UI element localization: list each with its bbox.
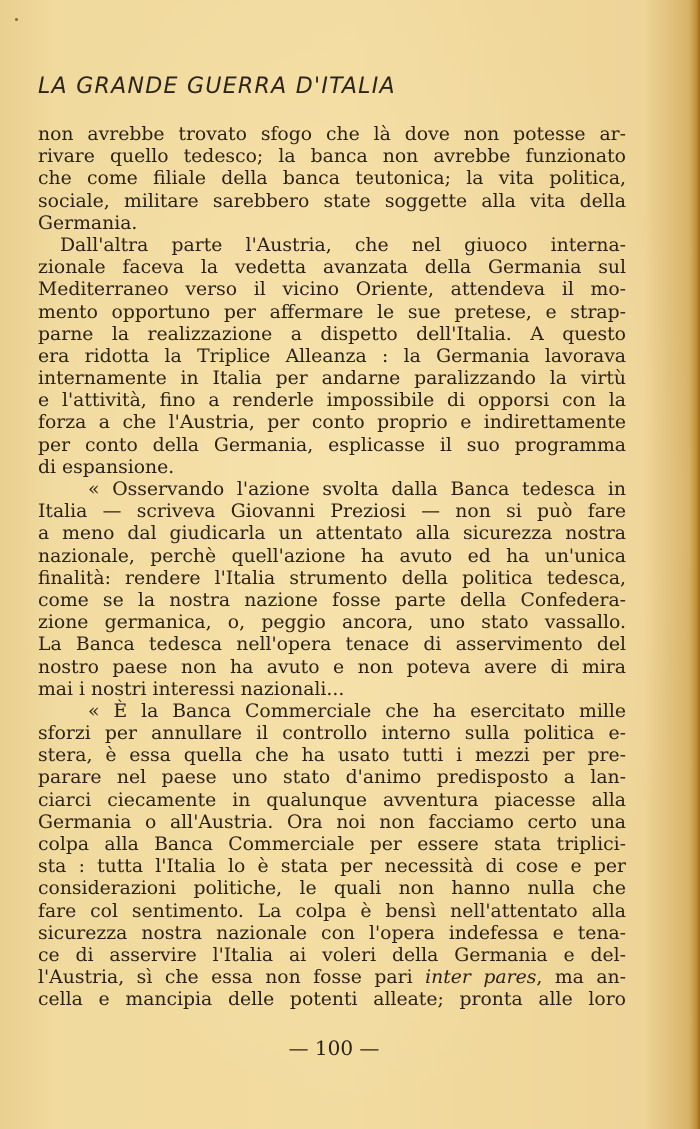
text-line: Dall'altra parte l'Austria, che nel giuoco interna- [60, 234, 626, 256]
page-edge-shadow [690, 0, 700, 1129]
text-line-part: , ma an- [536, 967, 626, 989]
text-line: internamente in Italia per andarne paralizzando la virtù [38, 368, 626, 390]
text-line: forza a che l'Austria, per conto proprio e indirettamente [38, 412, 626, 434]
text-line: fare col sentimento. La colpa è bensì nell'attentato alla [38, 900, 626, 922]
text-line: « Osservando l'azione svolta dalla Banca tedesca in [88, 479, 626, 500]
text-line-italic: inter pares [425, 967, 537, 989]
text-line: per conto della Germania, esplicasse il suo programma [38, 434, 626, 456]
body-text [38, 124, 626, 1012]
text-line: mento opportuno per affermare le sue pretese, e strap- [38, 301, 626, 323]
text-line: zione germanica, o, peggio ancora, uno stato vassallo. [38, 612, 626, 634]
running-head: LA GRANDE GUERRA D'ITALIA [38, 74, 396, 99]
text-line: cella e mancipia delle potenti alleate; pronta alle loro [38, 989, 626, 1011]
text-line: che come filiale della banca teutonica; la vita politica, [38, 168, 626, 190]
text-line: era ridotta la Triplice Alleanza : la Germania lavorava [38, 345, 626, 367]
text-line [38, 967, 626, 989]
text-line-part: l'Austria, sì che essa non fosse pari [38, 967, 426, 989]
text-line: colpa alla Banca Commerciale per essere stata triplici- [38, 834, 626, 855]
text-line: sociale, militare sarebbero state soggette alla vita della [38, 190, 626, 212]
text-line: non avrebbe trovato sfogo che là dove non potesse ar- [38, 124, 626, 145]
text-line: ce di asservire l'Italia ai voleri della Germania e del- [38, 944, 626, 966]
text-line: come se la nostra nazione fosse parte della Confedera- [38, 589, 626, 611]
text-line: sta : tutta l'Italia lo è stata per necessità di cose e per [38, 856, 626, 878]
page-number: — 100 — [288, 1036, 380, 1060]
text-line: parare nel paese uno stato d'animo predisposto a lan- [38, 767, 626, 789]
text-line: di espansione. [38, 456, 175, 478]
text-line: stera, è essa quella che ha usato tutti i mezzi per pre- [38, 745, 626, 767]
text-line: nostro paese non ha avuto e non poteva avere di mira [38, 656, 626, 678]
text-line: Germania o all'Austria. Ora noi non facciamo certo una [38, 811, 626, 833]
text-line: zionale faceva la vedetta avanzata della Germania sul [38, 257, 626, 279]
text-line: a meno dal giudicarla un attentato alla sicurezza nostra [38, 523, 626, 545]
text-line: finalità: rendere l'Italia strumento della politica tedesca, [38, 567, 626, 589]
text-line: sforzi per annullare il controllo interno sulla politica e- [38, 723, 626, 745]
text-line: nazionale, perchè quell'azione ha avuto ed ha un'unica [38, 545, 626, 567]
text-line: ciarci ciecamente in qualunque avventura piacesse alla [38, 789, 626, 811]
text-line: Germania. [38, 212, 138, 234]
text-line: Italia — scriveva Giovanni Preziosi — non si può fare [38, 501, 626, 523]
text-line: rivare quello tedesco; la banca non avrebbe funzionato [38, 146, 626, 168]
text-line: Mediterraneo verso il vicino Oriente, attendeva il mo- [38, 279, 626, 301]
text-line: parne la realizzazione a dispetto dell'Italia. A questo [38, 323, 626, 345]
text-line: considerazioni politiche, le quali non hanno nulla che [38, 878, 626, 900]
text-line: « È la Banca Commerciale che ha esercitato mille [88, 700, 626, 722]
text-line: sicurezza nostra nazionale con l'opera indefessa e tena- [38, 922, 626, 944]
paper-speck [15, 18, 18, 21]
text-line: e l'attività, fino a renderle impossibile di opporsi con la [38, 390, 626, 412]
text-line: La Banca tedesca nell'opera tenace di asservimento del [38, 634, 626, 656]
text-line: mai i nostri interessi nazionali... [38, 678, 345, 700]
